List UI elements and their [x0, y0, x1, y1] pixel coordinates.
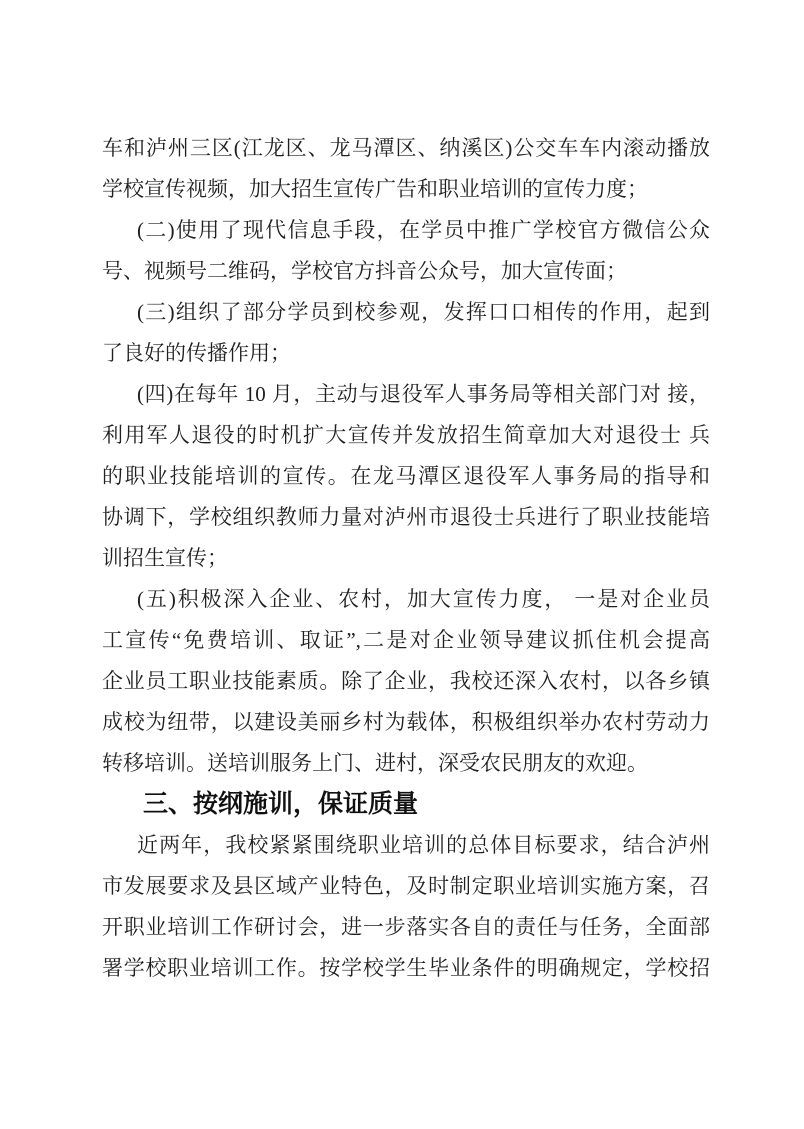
paragraph: [102, 579, 710, 784]
text-line: 市发展要求及县区域产业特色，及时制定职业培训实施方案，召: [102, 874, 710, 898]
text-line: 成校为纽带，以建设美丽乡村为载体，积极组织举办农村劳动力: [102, 710, 710, 734]
text-line: 署学校职业培训工作。按学校学生毕业条件的明确规定，学校招: [102, 956, 710, 980]
text-line: 号、视频号二维码，学校官方抖音公众号，加大宣传面；: [102, 259, 627, 283]
text-line: 了良好的传播作用；: [102, 341, 291, 365]
text-line: 工宣传“免费培训、取证”,二是对企业领导建议抓住机会提高: [102, 628, 710, 652]
section-heading: [102, 784, 710, 825]
document-body: [102, 128, 710, 989]
text-line: (五)积极深入企业、农村，加大宣传力度， 一是对企业员: [137, 587, 710, 611]
paragraph: [102, 210, 710, 292]
heading-line: 三、按纲施训，保证质量: [143, 790, 419, 818]
paragraph: [102, 292, 710, 374]
text-line: (二)使用了现代信息手段，在学员中推广学校官方微信公众: [137, 218, 710, 242]
text-line: 近两年，我校紧紧围绕职业培训的总体目标要求，结合泸州: [137, 833, 710, 857]
paragraph: [102, 374, 710, 579]
paragraph: [102, 128, 710, 210]
text-line: (三)组织了部分学员到校参观，发挥口口相传的作用，起到: [137, 300, 710, 324]
paragraph: [102, 825, 710, 989]
text-line: 企业员工职业技能素质。除了企业，我校还深入农村，以各乡镇: [102, 669, 710, 693]
text-line: 的职业技能培训的宣传。在龙马潭区退役军人事务局的指导和: [102, 464, 710, 488]
text-line: 开职业培训工作研讨会，进一步落实各自的责任与任务，全面部: [102, 915, 710, 939]
text-line: 转移培训。送培训服务上门、进村，深受农民朋友的欢迎。: [102, 751, 648, 775]
text-line: 车和泸州三区(江龙区、龙马潭区、纳溪区)公交车车内滚动播放: [102, 136, 710, 160]
text-line: 利用军人退役的时机扩大宣传并发放招生简章加大对退役士 兵: [102, 423, 710, 447]
text-line: 协调下，学校组织教师力量对泸州市退役士兵进行了职业技能培: [102, 505, 710, 529]
text-line: (四)在每年 10 月，主动与退役军人事务局等相关部门对 接，: [137, 382, 710, 406]
text-line: 学校宣传视频，加大招生宣传广告和职业培训的宣传力度；: [102, 177, 648, 201]
text-line: 训招生宣传；: [102, 546, 228, 570]
